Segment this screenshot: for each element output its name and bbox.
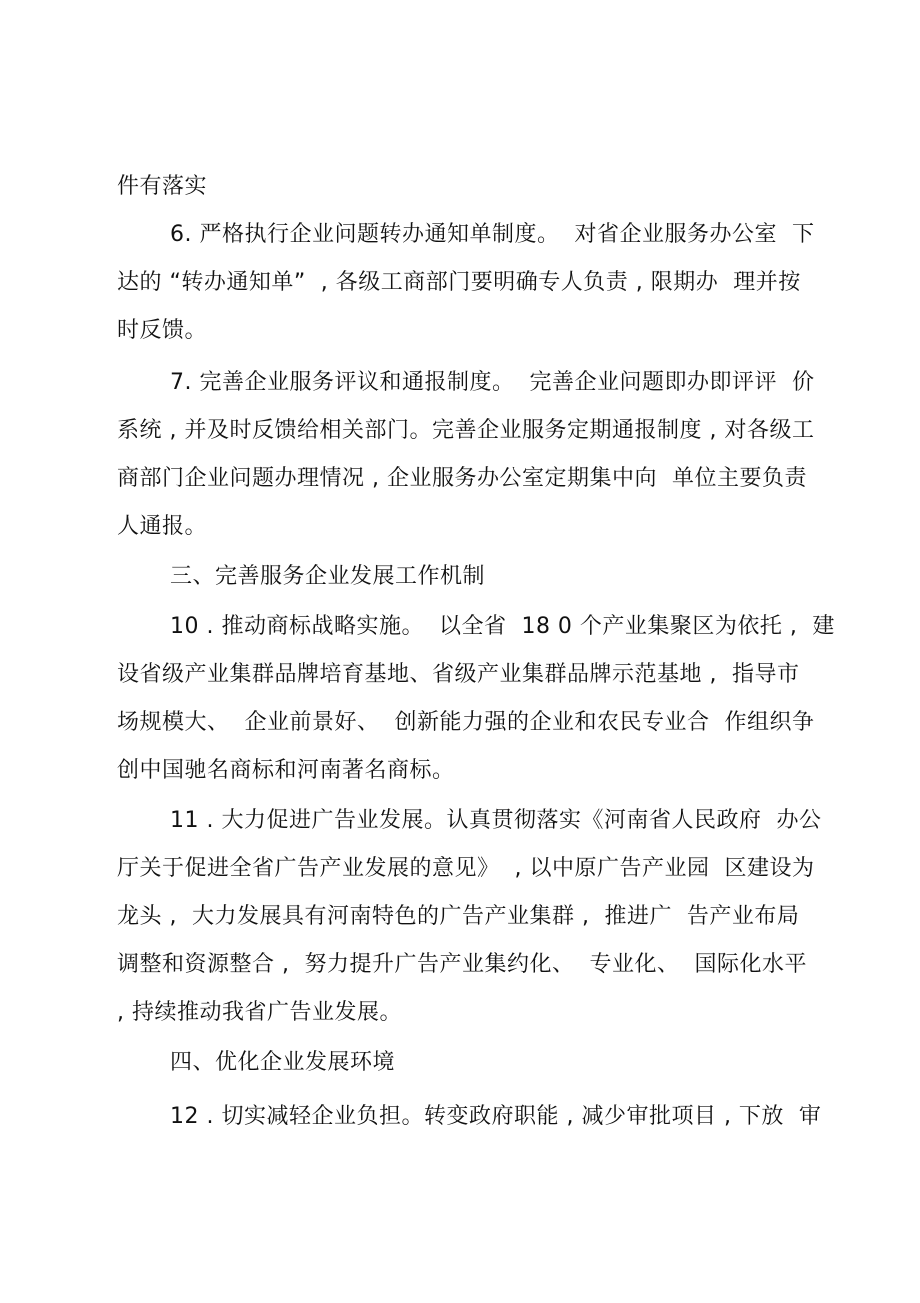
paragraph-item-7-line-3: 商部门企业问题办理情况 , 企业服务办公室定期集中向 单位主要负责 xyxy=(117,466,807,491)
paragraph-item-10-line-1: 10 . 推动商标战略实施。 以全省 18 0 个产业集聚区为依托 , 建 xyxy=(170,614,835,639)
paragraph-item-12-line-1: 12 . 切实减轻企业负担。转变政府职能 , 减少审批项目 , 下放 审 xyxy=(170,1104,822,1129)
paragraph-item-6-line-3: 时反馈。 xyxy=(117,318,208,343)
paragraph-item-7-line-1: 7. 完善企业服务评议和通报制度。 完善企业问题即办即评评 价 xyxy=(170,370,815,395)
paragraph-item-10-line-3: 场规模大、 企业前景好、 创新能力强的企业和农民专业合 作组织争 xyxy=(117,710,815,735)
paragraph-item-11-line-1: 11 . 大力促进广告业发展。认真贯彻落实《河南省人民政府 办公 xyxy=(170,808,822,833)
paragraph-item-10-line-2: 设省级产业集群品牌培育基地、省级产业集群品牌示范基地 , 指导市 xyxy=(117,662,800,687)
paragraph-item-6-line-2: 达的 “转办通知单” , 各级工商部门要明确专人负责 , 限期办 理并按 xyxy=(117,270,801,295)
paragraph-item-11-line-5: , 持续推动我省广告业发展。 xyxy=(117,1000,402,1025)
section-heading-4: 四、优化企业发展环境 xyxy=(170,1050,396,1075)
paragraph-item-7-line-2: 系统 , 并及时反馈给相关部门。完善企业服务定期通报制度 , 对各级工 xyxy=(117,418,815,443)
paragraph-item-11-line-4: 调整和资源整合 , 努力提升广告产业集约化、 专业化、 国际化水平 xyxy=(117,952,807,977)
paragraph-item-10-line-4: 创中国驰名商标和河南著名商标。 xyxy=(117,758,455,783)
paragraph-item-11-line-3: 龙头 , 大力发展具有河南特色的广告产业集群 , 推进广 告产业布局 xyxy=(117,904,800,929)
paragraph-item-11-line-2: 厅关于促进全省广告产业发展的意见》 , 以中原广告产业园 区建设为 xyxy=(117,856,815,881)
paragraph-continuation: 件有落实 xyxy=(117,174,208,199)
paragraph-item-7-line-4: 人通报。 xyxy=(117,514,208,539)
section-heading-3: 三、完善服务企业发展工作机制 xyxy=(170,564,486,589)
paragraph-item-6-line-1: 6. 严格执行企业问题转办通知单制度。 对省企业服务办公室 下 xyxy=(170,222,815,247)
